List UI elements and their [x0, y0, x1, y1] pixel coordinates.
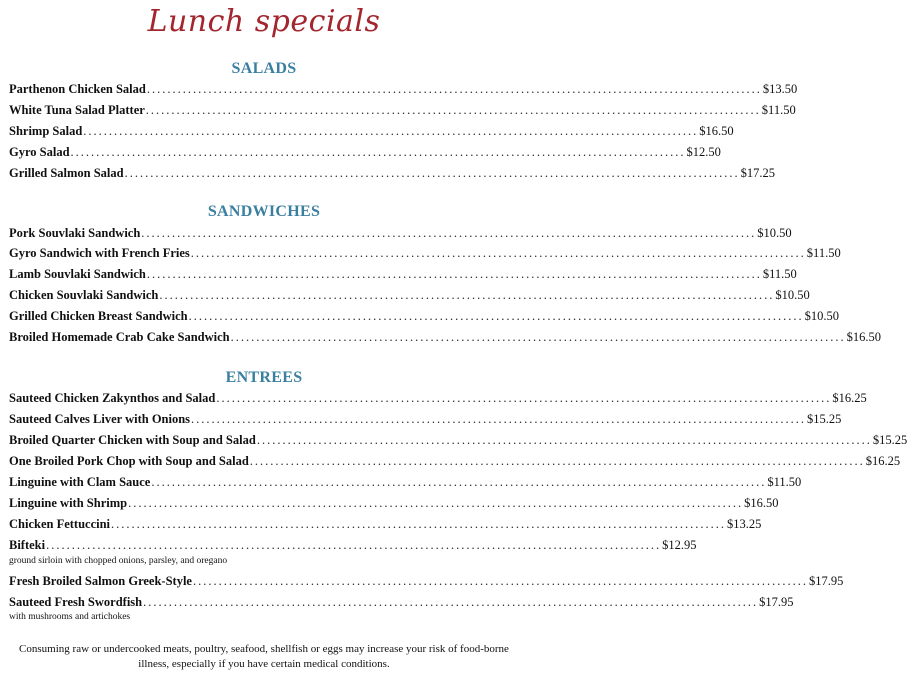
- item-name: Sauteed Calves Liver with Onions: [9, 412, 191, 426]
- leader-dots: ........................................................................................................................: [191, 412, 807, 426]
- menu-item: [9, 412, 842, 430]
- item-name: Broiled Quarter Chicken with Soup and Salad: [9, 433, 256, 447]
- menu-item: [9, 574, 844, 592]
- item-name: Fresh Broiled Salmon Greek-Style: [9, 574, 192, 588]
- leader-dots: ........................................................................................................................: [70, 145, 686, 159]
- item-name: White Tuna Salad Platter: [9, 103, 145, 117]
- item-name: Sauteed Fresh Swordfish: [9, 595, 143, 609]
- item-price: $10.50: [757, 226, 792, 240]
- item-name: One Broiled Pork Chop with Soup and Salad: [9, 454, 249, 468]
- leader-dots: ........................................................................................................................: [190, 246, 806, 260]
- menu-item: [9, 309, 839, 327]
- item-name: Bifteki: [9, 538, 46, 552]
- item-name: Chicken Fettuccini: [9, 517, 111, 531]
- item-price: $13.50: [762, 82, 798, 96]
- leader-dots: ........................................................................................................................: [256, 433, 872, 447]
- item-name: Linguine with Shrimp: [9, 496, 128, 510]
- leader-dots: ........................................................................................................................: [46, 538, 662, 552]
- menu-item: [9, 454, 901, 472]
- item-name: Gyro Salad: [9, 145, 70, 159]
- item-price: $11.50: [762, 267, 797, 281]
- menu-item: [9, 145, 721, 163]
- item-name: Lamb Souvlaki Sandwich: [9, 267, 146, 281]
- item-name: Chicken Souvlaki Sandwich: [9, 288, 159, 302]
- item-price: $10.50: [804, 309, 839, 323]
- item-price: $16.50: [744, 496, 779, 510]
- item-description: with mushrooms and artichokes: [9, 612, 131, 622]
- item-name: Linguine with Clam Sauce: [9, 475, 151, 489]
- item-price: $12.95: [662, 538, 697, 552]
- menu-item: [9, 82, 798, 100]
- menu-item: [9, 267, 797, 285]
- menu-item: [9, 124, 734, 142]
- section-heading-sandwiches: SANDWICHES: [207, 203, 321, 220]
- item-name: Sauteed Chicken Zakynthos and Salad: [9, 391, 216, 405]
- item-price: $16.50: [846, 330, 881, 344]
- leader-dots: ........................................................................................................................: [216, 391, 832, 405]
- item-name: Broiled Homemade Crab Cake Sandwich: [9, 330, 230, 344]
- item-price: $11.50: [767, 475, 802, 489]
- item-price: $17.25: [740, 166, 775, 180]
- item-price: $15.25: [807, 412, 842, 426]
- item-price: $17.95: [808, 574, 844, 588]
- leader-dots: ........................................................................................................................: [151, 475, 767, 489]
- menu-item: [9, 103, 796, 121]
- section-heading-entrees: ENTREES: [225, 369, 303, 386]
- leader-dots: ........................................................................................................................: [146, 82, 762, 96]
- menu-item: [9, 496, 779, 514]
- item-name: Grilled Chicken Breast Sandwich: [9, 309, 188, 323]
- item-price: $17.95: [759, 595, 794, 609]
- leader-dots: ........................................................................................................................: [192, 574, 808, 588]
- page-title: Lunch specials: [147, 4, 381, 39]
- leader-dots: ........................................................................................................................: [159, 288, 775, 302]
- item-price: $16.50: [699, 124, 734, 138]
- item-price: $12.50: [686, 145, 721, 159]
- leader-dots: ........................................................................................................................: [111, 517, 727, 531]
- leader-dots: ........................................................................................................................: [128, 496, 744, 510]
- item-price: $11.50: [806, 246, 841, 260]
- leader-dots: ........................................................................................................................: [230, 330, 846, 344]
- item-name: Parthenon Chicken Salad: [9, 82, 146, 96]
- item-price: $13.25: [727, 517, 762, 531]
- item-name: Grilled Salmon Salad: [9, 166, 124, 180]
- menu-item: [9, 517, 762, 535]
- menu-item: [9, 226, 792, 244]
- menu-item: [9, 288, 810, 306]
- menu-item: [9, 246, 841, 264]
- menu-item: [9, 475, 802, 493]
- item-price: $15.25: [872, 433, 907, 447]
- item-price: $11.50: [761, 103, 796, 117]
- item-price: $16.25: [832, 391, 867, 405]
- item-name: Gyro Sandwich with French Fries: [9, 246, 190, 260]
- leader-dots: ........................................................................................................................: [124, 166, 740, 180]
- item-price: $10.50: [775, 288, 810, 302]
- leader-dots: ........................................................................................................................: [83, 124, 699, 138]
- food-safety-notice: Consuming raw or undercooked meats, poultry, seafood, shellfish or eggs may increase your risk of food-borne illness, especially if you have certain medical conditions.: [19, 643, 509, 670]
- leader-dots: ........................................................................................................................: [146, 267, 762, 281]
- section-heading-salads: SALADS: [231, 60, 297, 77]
- menu-item: [9, 595, 794, 613]
- item-description: ground sirloin with chopped onions, parsley, and oregano: [9, 556, 228, 566]
- leader-dots: ........................................................................................................................: [141, 226, 757, 240]
- menu-item: [9, 330, 881, 348]
- menu-item: [9, 391, 867, 409]
- item-price: $16.25: [865, 454, 901, 468]
- item-name: Shrimp Salad: [9, 124, 83, 138]
- menu-item: [9, 538, 697, 556]
- leader-dots: ........................................................................................................................: [249, 454, 865, 468]
- leader-dots: ........................................................................................................................: [188, 309, 804, 323]
- leader-dots: ........................................................................................................................: [143, 595, 759, 609]
- menu-item: [9, 166, 775, 184]
- menu-item: [9, 433, 907, 451]
- leader-dots: ........................................................................................................................: [145, 103, 761, 117]
- item-name: Pork Souvlaki Sandwich: [9, 226, 141, 240]
